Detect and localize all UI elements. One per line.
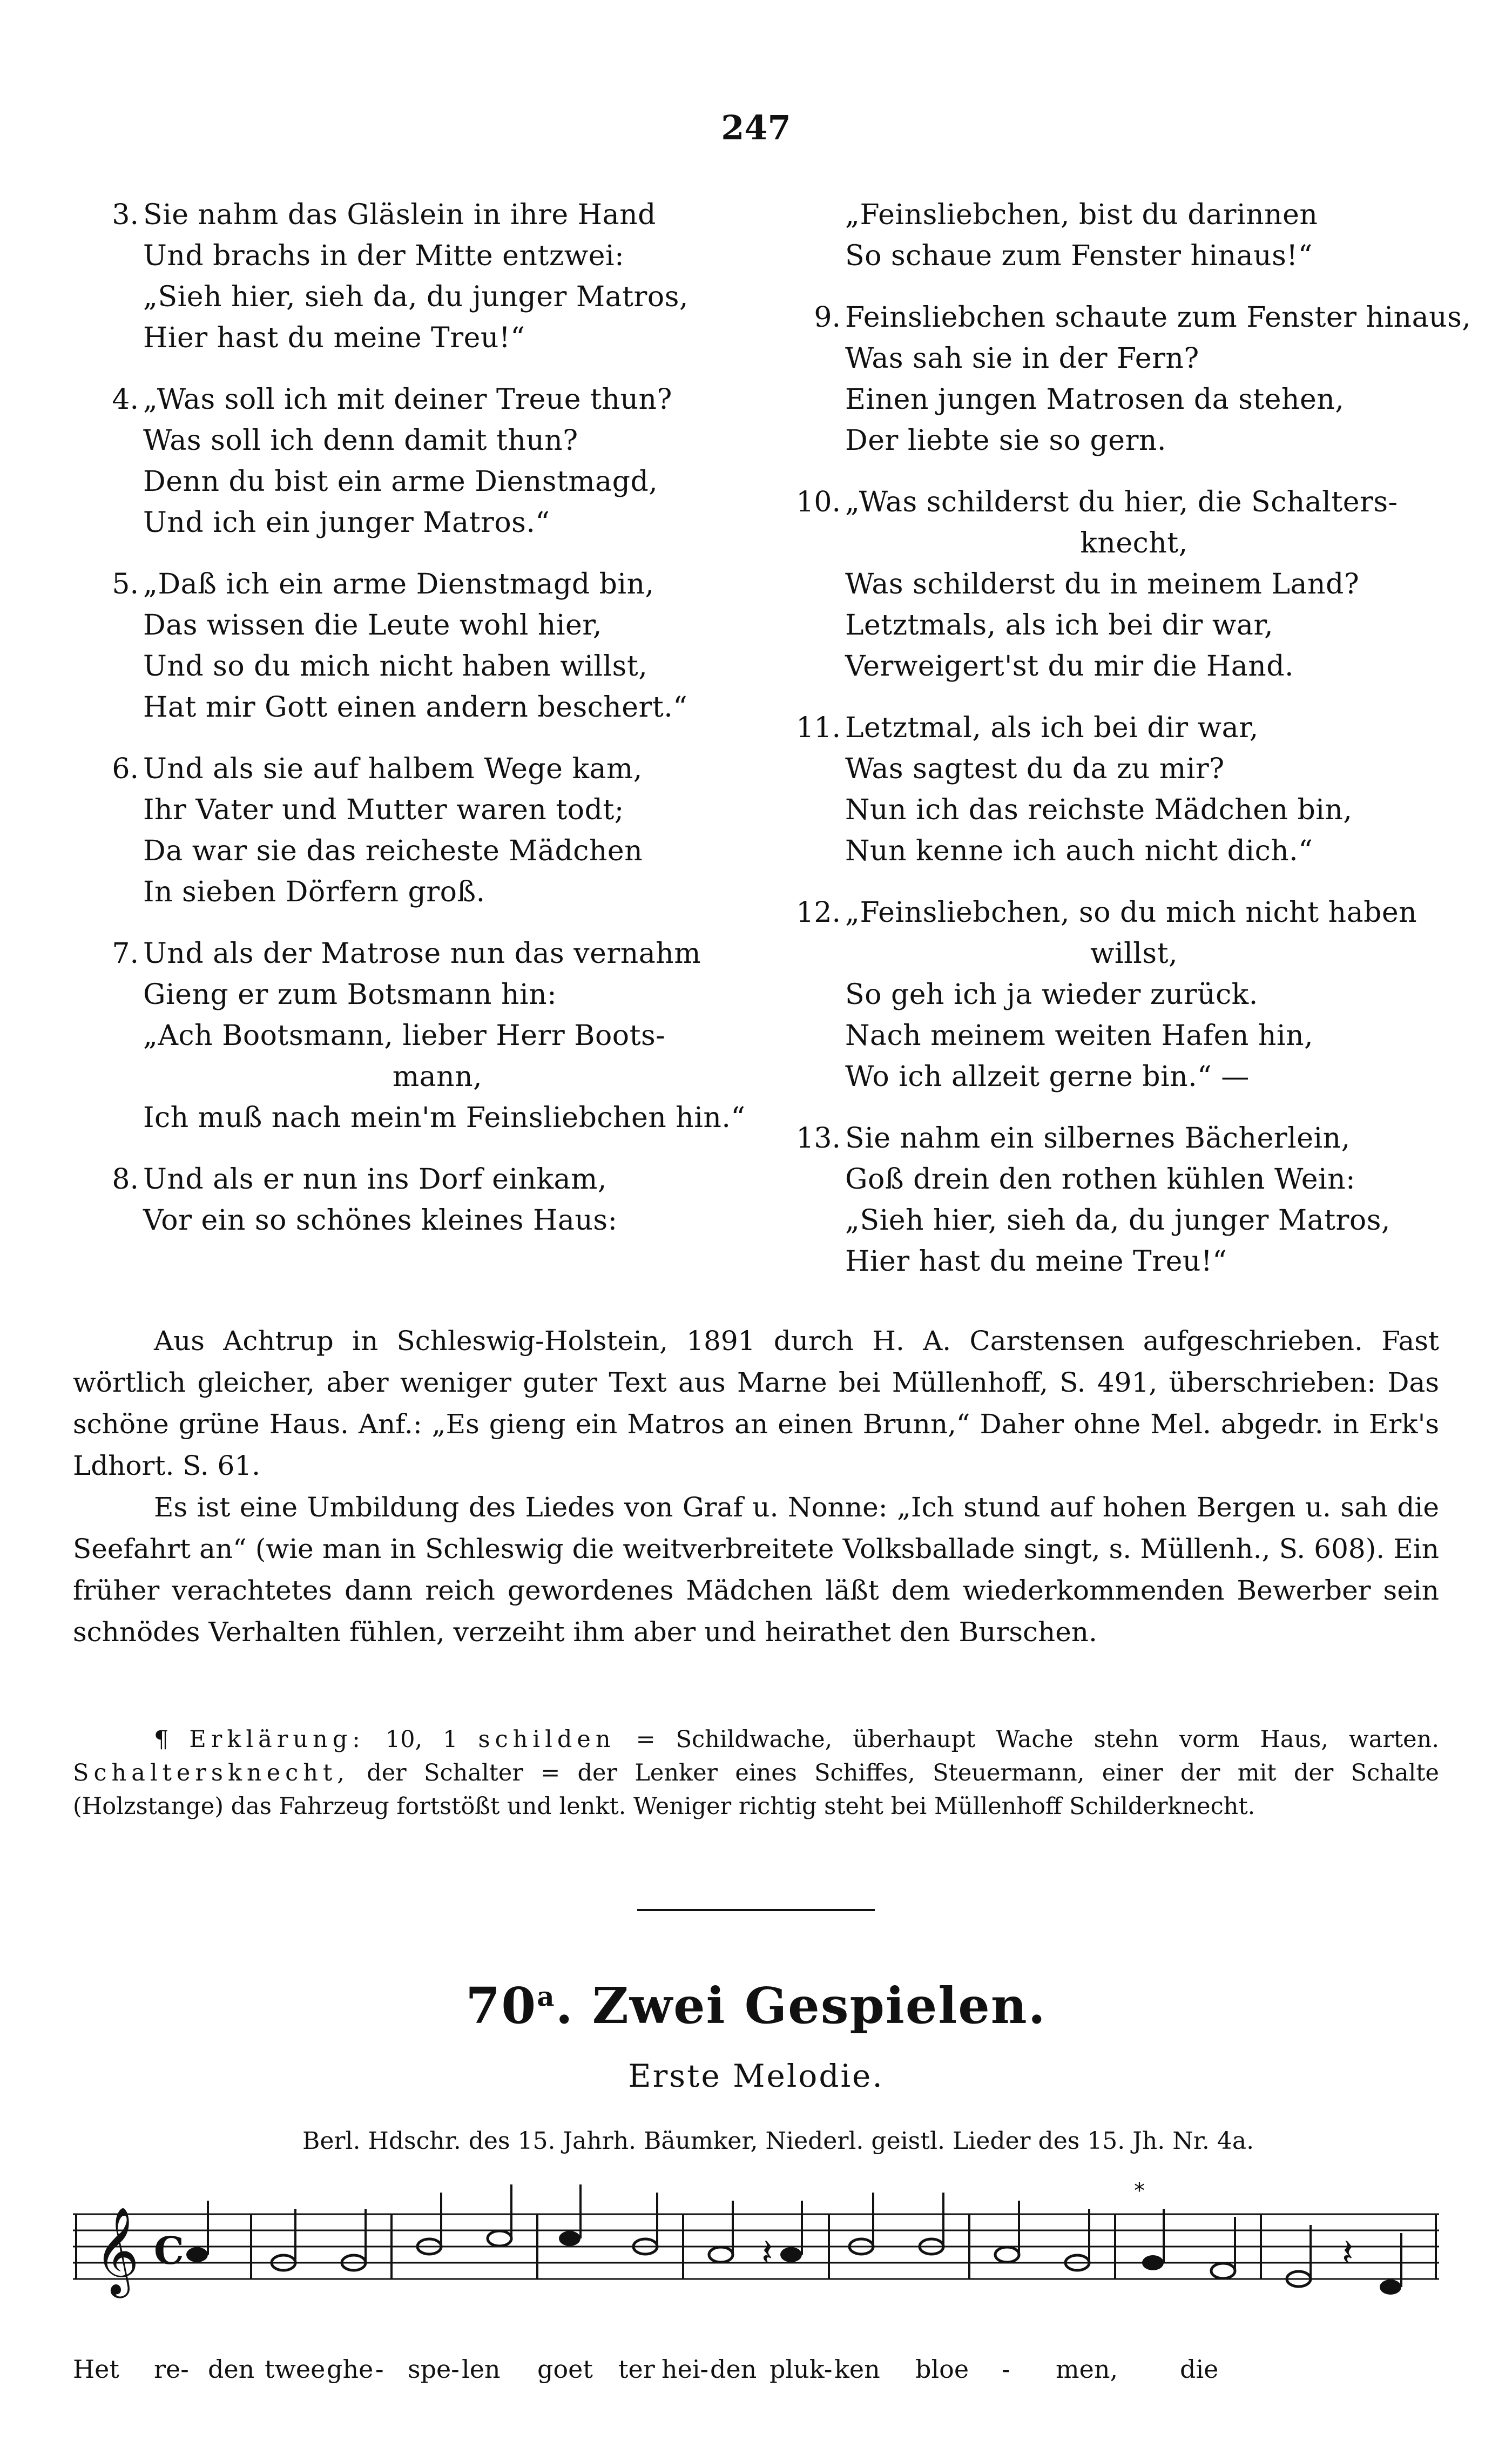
rest-icon: 𝄽 [1342, 2230, 1354, 2275]
stanza-number: 8. [112, 1163, 139, 1196]
verse-line: Hier hast du meine Treu!“ [143, 322, 525, 354]
stanza [94, 564, 764, 728]
stanza-number: 3. [112, 199, 139, 231]
verse-line: So geh ich ja wieder zurück. [845, 979, 1258, 1011]
stanza [94, 933, 764, 1138]
lyric-syllable: ken [834, 2355, 880, 2384]
verse-line: Was soll ich denn damit thun? [143, 424, 578, 457]
lyric-syllable: ter [618, 2355, 655, 2384]
song-number-suffix: a [537, 1980, 556, 2013]
stanza [786, 707, 1455, 872]
treble-clef-icon: 𝄞 [94, 2207, 139, 2295]
source-paragraph-1: Aus Achtrup in Schleswig-Holstein, 1891 durch H. A. Carstensen aufgeschrieben. Fast wörtlich gleicher, aber weniger guter Text aus Marne bei Müllenhoff, S. 491, überschrieben: Das schöne grüne Haus. Anf.: „Es gieng ein Matros an einen Brunn,“ Daher ohne Mel. abgedr. in Erk's Ldhort. S. 61. [73, 1325, 1439, 1481]
verse-line: Der liebte sie so gern. [845, 424, 1166, 457]
verse-line: Und brachs in der Mitte entzwei: [143, 240, 625, 272]
verse-line: Nach meinem weiten Hafen hin, [845, 1020, 1314, 1052]
lyric-syllable: goet [537, 2355, 593, 2384]
verse-line: Vor ein so schönes kleines Haus: [143, 1204, 618, 1237]
verse-line: „Was soll ich mit deiner Treue thun? [143, 383, 672, 416]
verse-line: Was sagtest du da zu mir? [845, 753, 1225, 785]
explanation-note [73, 1723, 1439, 1823]
stanza [94, 379, 764, 543]
verse-line: Und ich ein junger Matros.“ [143, 507, 550, 539]
verse-line: In sieben Dörfern groß. [143, 876, 485, 908]
song-number: 70 [465, 1977, 537, 2035]
stanza [786, 892, 1455, 1097]
lyric-syllable: len [462, 2355, 501, 2384]
lyric-syllable: re- [154, 2355, 189, 2384]
lyric-syllable: men, [1056, 2355, 1118, 2384]
verse-line: „Feinsliebchen, so du mich nicht haben [845, 896, 1418, 929]
verse-line: knecht, [1080, 527, 1188, 559]
stanza [786, 194, 1455, 277]
time-signature-icon: C [154, 2228, 184, 2273]
stanza-number: 13. [796, 1122, 841, 1155]
lyric-syllable: hei- [662, 2355, 709, 2384]
stanza [94, 194, 764, 359]
lyric-syllable: den [208, 2355, 255, 2384]
lyric-syllable: - [1002, 2355, 1010, 2384]
lyric-syllable: die [1180, 2355, 1219, 2384]
stanza [786, 1118, 1455, 1282]
verse-line: Was sah sie in der Fern? [845, 342, 1199, 375]
verse-line: Sie nahm das Gläslein in ihre Hand [143, 199, 656, 231]
stanza-number: 9. [814, 301, 841, 334]
lyric-syllable: pluk- [770, 2355, 833, 2384]
verse-line: Ich muß nach mein'm Feinsliebchen hin.“ [143, 1102, 746, 1134]
explanation-def-1: = Schildwache, überhaupt Wache stehn vorm Haus, warten. [636, 1726, 1439, 1753]
stanza-number: 11. [796, 712, 841, 744]
verse-line: Und als sie auf halbem Wege kam, [143, 753, 643, 785]
verse-line: Letztmals, als ich bei dir war, [845, 609, 1274, 642]
verse-line: Und als er nun ins Dorf einkam, [143, 1163, 607, 1196]
verse-line: „Sieh hier, sieh da, du junger Matros, [143, 281, 688, 313]
rest-icon-2: 𝄽 [761, 2230, 773, 2275]
explanation-term-1: schilden [478, 1726, 616, 1753]
verse-line: „Feinsliebchen, bist du darinnen [845, 199, 1318, 231]
page-number: 247 [721, 108, 791, 147]
stanza-number: 10. [796, 486, 841, 518]
verse-line: Ihr Vater und Mutter waren todt; [143, 794, 624, 826]
source-note [73, 1320, 1439, 1653]
verse-line: Hier hast du meine Treu!“ [845, 1245, 1227, 1278]
verse-line: Da war sie das reicheste Mädchen [143, 835, 643, 867]
verse-line: Verweigert'st du mir die Hand. [845, 650, 1294, 683]
stanza-number: 6. [112, 753, 139, 785]
left-verse-column [94, 194, 764, 1262]
verse-line: Gieng er zum Botsmann hin: [143, 979, 557, 1011]
verse-line: „Ach Bootsmann, lieber Herr Boots- [143, 1020, 666, 1052]
stanza [94, 748, 764, 913]
stanza-number: 4. [112, 383, 139, 416]
verse-line: willst, [1090, 938, 1178, 970]
stanza [94, 1159, 764, 1241]
stanza-number: 7. [112, 938, 139, 970]
verse-line: Das wissen die Leute wohl hier, [143, 609, 602, 642]
verse-line: „Daß ich ein arme Dienstmagd bin, [143, 568, 654, 601]
lyric-syllable: ghe [327, 2355, 374, 2384]
stanza-number: 5. [112, 568, 139, 601]
verse-line: Letztmal, als ich bei dir war, [845, 712, 1259, 744]
source-paragraph-2: Es ist eine Umbildung des Liedes von Graf u. Nonne: „Ich stund auf hohen Bergen u. sah die Seefahrt an“ (wie man in Schleswig die weitverbreitete Volksballade singt, s. Müllenh., S. 608). Ein früher verachtetes dann reich gewordenes Mädchen läßt dem wiederkommenden Bewerber sein schnödes Verhalten fühlen, verzeiht ihm aber und heirathet den Burschen. [73, 1492, 1439, 1648]
explanation-label: Erklärung: [189, 1726, 365, 1753]
stanza-number: 12. [796, 896, 841, 929]
verse-line: Wo ich allzeit gerne bin.“ — [845, 1061, 1250, 1093]
verse-line: So schaue zum Fenster hinaus!“ [845, 240, 1313, 272]
song-heading: 70$^a$. Zwei Gespielen. [465, 1977, 1047, 2035]
lyric-syllable: - [375, 2355, 384, 2384]
song-lyrics [73, 2355, 1439, 2392]
staff-notation [73, 2171, 1439, 2322]
verse-line: Hat mir Gott einen andern beschert.“ [143, 691, 688, 724]
music-staff [73, 2171, 1439, 2322]
lyric-syllable: den [710, 2355, 757, 2384]
verse-line: mann, [392, 1061, 483, 1093]
paragraph-mark: ¶ [154, 1726, 169, 1753]
verse-line: Nun kenne ich auch nicht dich.“ [845, 835, 1313, 867]
verse-line: „Sieh hier, sieh da, du junger Matros, [845, 1204, 1390, 1237]
lyric-syllable: bloe [915, 2355, 969, 2384]
asterisk-icon: * [1134, 2179, 1145, 2203]
lyric-syllable: twee [265, 2355, 326, 2384]
stanza [786, 297, 1472, 461]
verse-line: Und als der Matrose nun das vernahm [143, 938, 701, 970]
verse-line: Sie nahm ein silbernes Bächerlein, [845, 1122, 1351, 1155]
verse-line: Goß drein den rothen kühlen Wein: [845, 1163, 1356, 1196]
melody-label: Erste Melodie. [628, 2058, 884, 2094]
stanza [786, 482, 1455, 687]
lyric-syllable: spe- [408, 2355, 460, 2384]
explanation-term-2: Schaltersknecht, [73, 1759, 349, 1786]
verse-line: Und so du mich nicht haben willst, [143, 650, 648, 683]
verse-line: Nun ich das reichste Mädchen bin, [845, 794, 1353, 826]
music-source: Berl. Hdschr. des 15. Jahrh. Bäumker, Niederl. geistl. Lieder des 15. Jh. Nr. 4a. [302, 2127, 1254, 2155]
verse-line: Was schilderst du in meinem Land? [845, 568, 1360, 601]
lyric-syllable: Het [73, 2355, 119, 2384]
song-title: Zwei Gespielen. [592, 1977, 1047, 2035]
section-divider [637, 1909, 875, 1911]
verse-line: Feinsliebchen schaute zum Fenster hinaus, [845, 301, 1472, 334]
explanation-def-2: der Schalter = der Lenker eines Schiffes, Steuermann, einer der mit der Schalte (Holzstange) das Fahrzeug fortstößt und lenkt. Weniger richtig steht bei Müllenhoff Schilderknecht. [73, 1759, 1439, 1820]
verse-line: Denn du bist ein arme Dienstmagd, [143, 466, 658, 498]
right-verse-column [786, 194, 1472, 1303]
verse-line: „Was schilderst du hier, die Schalters- [845, 486, 1398, 518]
verse-line: Einen jungen Matrosen da stehen, [845, 383, 1345, 416]
explanation-ref: 10, 1 [385, 1726, 458, 1753]
